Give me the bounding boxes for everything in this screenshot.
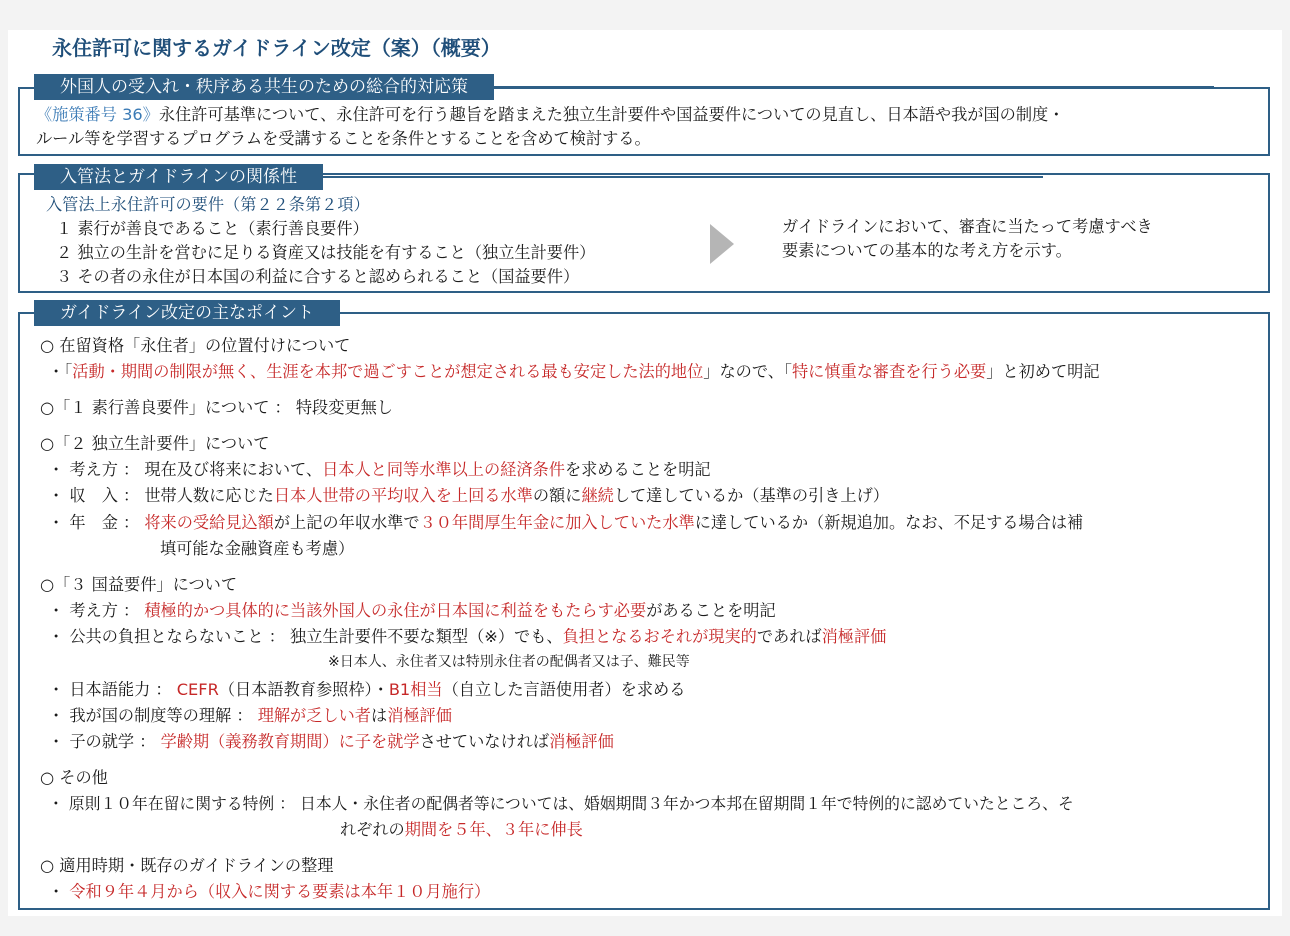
interest-system-understanding: ・ 我が国の制度等の理解 ： 理解が乏しい者は消極評価 <box>48 706 452 725</box>
guideline-role-line-1: ガイドラインにおいて、審査に当たって考慮すべき <box>782 217 1153 236</box>
interest-public-burden: ・ 公共の負担とならないこと ： 独立生計要件不要な類型（※）でも、負担となるおそれが現実的であれば消極評価 <box>48 627 887 646</box>
requirement-1: １ 素行が善良であること（素行善良要件） <box>56 219 369 238</box>
section-measures-label: 外国人の受入れ・秩序ある共生のための総合的対応策 <box>34 74 494 100</box>
livelihood-pension-cont: 填可能な金融資産も考慮） <box>160 539 355 558</box>
right-arrow-icon <box>710 224 734 264</box>
guideline-role-line-2: 要素についての基本的な考え方を示す。 <box>782 241 1072 260</box>
measure-number: 《施策番号 36》 <box>36 105 159 124</box>
section-points-label: ガイドライン改定の主なポイント <box>34 300 340 326</box>
requirement-2: ２ 独立の生計を営むに足りる資産又は技能を有すること（独立生計要件） <box>56 243 596 262</box>
other-special-case: ・ 原則１０年在留に関する特例 ： 日本人・永住者の配偶者等については、婚姻期間３年かつ本邦在留期間１年で特例的に認めていたところ、そ <box>48 794 1074 813</box>
livelihood-concept: ・ 考え方 ： 現在及び将来において、日本人と同等水準以上の経済条件を求めることを明記 <box>48 460 711 479</box>
point-livelihood-heading: ○「２ 独立生計要件」について <box>40 434 270 453</box>
measures-text-line-2: ルール等を学習するプログラムを受講することを条件とすることを含めて検討する。 <box>36 129 651 148</box>
point-status-detail: ・「活動・期間の制限が無く、生涯を本邦で過ごすことが想定される最も安定した法的地位」なので、「特に慎重な審査を行う必要」と初めて明記 <box>48 362 1100 381</box>
section-relation-label: 入管法とガイドラインの関係性 <box>34 164 323 190</box>
timing-detail: ・ 令和９年４月から（収入に関する要素は本年１０月施行） <box>48 882 491 901</box>
page-title: 永住許可に関するガイドライン改定（案）（概要） <box>52 36 501 60</box>
measures-text-line-1: 《施策番号 36》永住許可基準について、永住許可を行う趣旨を踏まえた独立生計要件や国益要件についての見直し、日本語や我が国の制度・ <box>36 105 1065 124</box>
point-national-interest-heading: ○「３ 国益要件」について <box>40 575 238 594</box>
point-timing-heading: ○ 適用時期・既存のガイドラインの整理 <box>40 856 334 875</box>
point-conduct-heading: ○「１ 素行善良要件」について ： 特段変更無し <box>40 398 393 417</box>
requirement-3: ３ その者の永住が日本国の利益に合すると認められること（国益要件） <box>56 267 580 286</box>
interest-japanese-ability: ・ 日本語能力 ： CEFR（日本語教育参照枠）・B1相当（自立した言語使用者）を求める <box>48 680 686 699</box>
point-other-heading: ○ その他 <box>40 768 108 787</box>
point-status-heading: ○ 在留資格「永住者」の位置付けについて <box>40 336 351 355</box>
livelihood-pension: ・ 年 金 ： 将来の受給見込額が上記の年収水準で３０年間厚生年金に加入していた水準に達しているか（新規追加。なお、不足する場合は補 <box>48 513 1084 532</box>
interest-concept: ・ 考え方 ： 積極的かつ具体的に当該外国人の永住が日本国に利益をもたらす必要があることを明記 <box>48 601 776 620</box>
other-special-case-cont: れぞれの期間を５年、３年に伸長 <box>340 820 583 839</box>
interest-child-schooling: ・ 子の就学 ： 学齢期（義務教育期間）に子を就学させていなければ消極評価 <box>48 732 614 751</box>
interest-note: ※日本人、永住者又は特別永住者の配偶者又は子、難民等 <box>328 654 690 670</box>
requirements-subheading: 入管法上永住許可の要件（第２２条第２項） <box>46 195 370 214</box>
livelihood-income: ・ 収 入 ： 世帯人数に応じた日本人世帯の平均収入を上回る水準の額に継続して達しているか（基準の引き上げ） <box>48 486 889 505</box>
